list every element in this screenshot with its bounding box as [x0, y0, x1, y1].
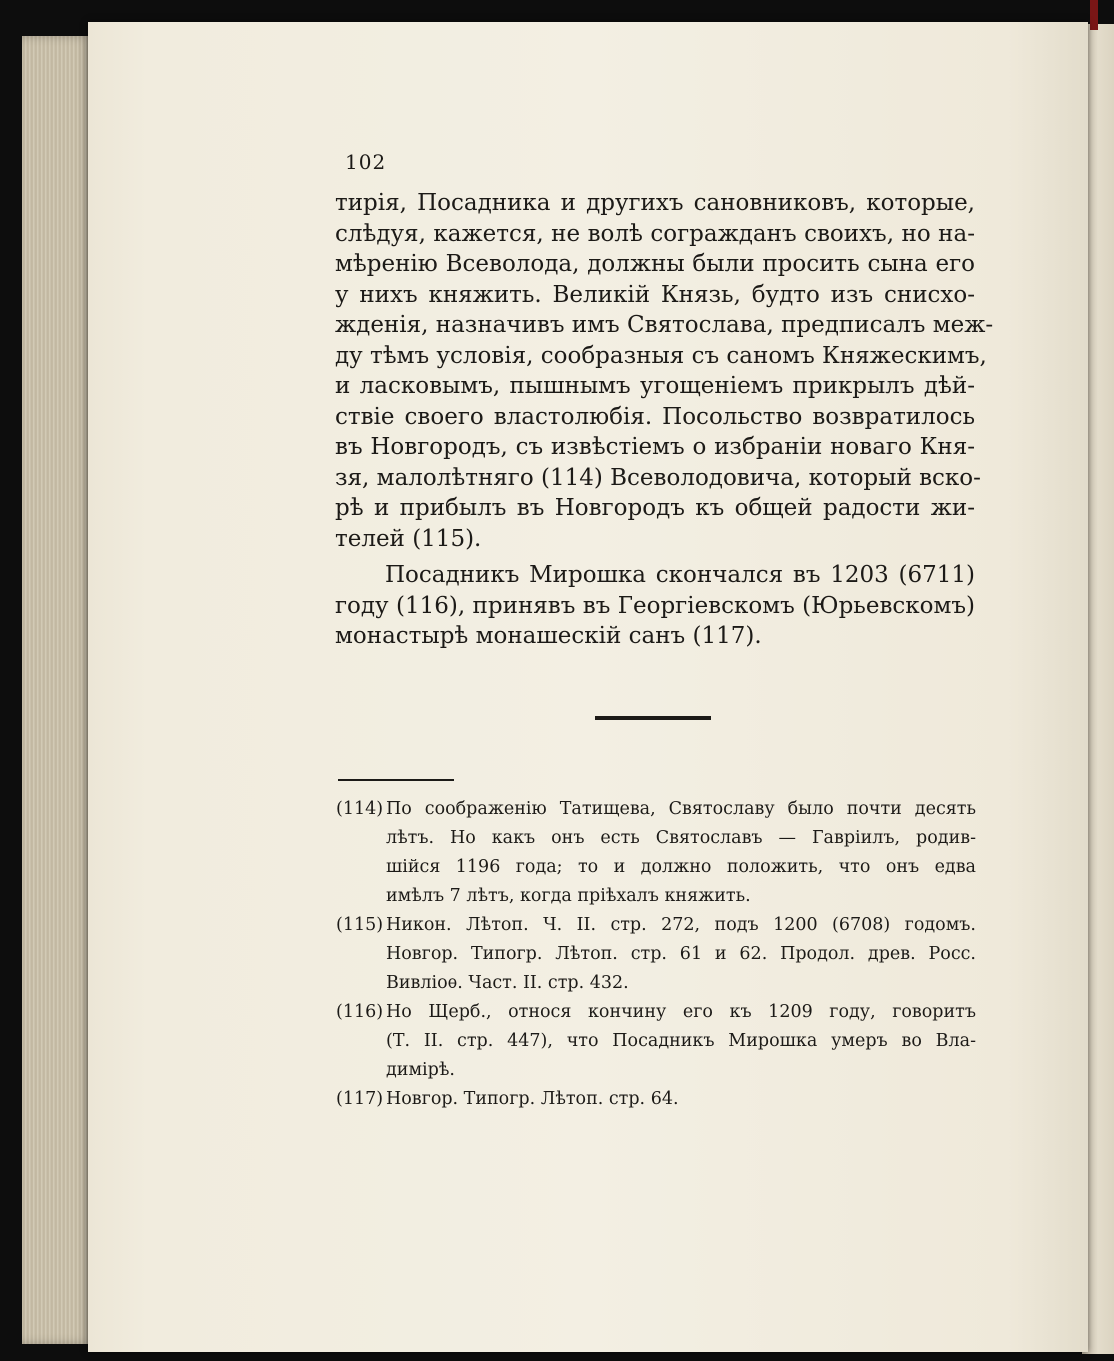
footnote	[336, 911, 976, 998]
footnote-number: (115)	[336, 915, 384, 935]
footnote-number: (116)	[336, 1002, 384, 1022]
paragraph-2	[335, 560, 975, 652]
text-line: зя, малолѣтняго (114) Всеволодовича, который вско-	[335, 464, 981, 491]
footnote-line: Но Щерб., относя кончину его къ 1209 году, говоритъ	[386, 1002, 976, 1022]
footnote-line: Никон. Лѣтоп. Ч. II. стр. 272, подъ 1200 (6708) годомъ.	[386, 915, 976, 935]
text-line: ду тѣмъ условія, сообразныя съ саномъ Княжескимъ,	[335, 342, 987, 369]
footnote-number: (114)	[336, 799, 384, 819]
text-line: ствіе своего властолюбія. Посольство возвратилось	[335, 403, 975, 430]
text-line: телей (115).	[335, 525, 482, 552]
footnote	[336, 795, 976, 911]
footnote-line: димірѣ.	[386, 1060, 455, 1080]
bookmark-ribbon	[1090, 0, 1098, 30]
text-line: мѣренію Всеволода, должны были просить сына его	[335, 251, 975, 277]
footnote	[336, 998, 976, 1085]
text-line: году (116), принявъ въ Георгіевскомъ (Юрьевскомъ)	[335, 592, 975, 619]
page-number: 102	[345, 150, 387, 174]
main-text	[335, 188, 994, 652]
text-line: слѣдуя, кажется, не волѣ согражданъ своихъ, но на-	[335, 220, 975, 247]
book-page-edges	[22, 36, 92, 1344]
footnote-line: имѣлъ 7 лѣтъ, когда пріѣхалъ княжить.	[386, 886, 751, 906]
footnotes	[336, 795, 976, 1114]
footnote-line: (Т. II. стр. 447), что Посадникъ Мирошка умеръ во Вла-	[386, 1031, 976, 1051]
text-line: у нихъ княжить. Великій Князь, будто изъ снисхо-	[335, 281, 975, 308]
text-line: рѣ и прибылъ въ Новгородъ къ общей радости жи-	[335, 495, 975, 521]
section-separator	[595, 716, 711, 720]
text-line: Посадникъ Мирошка скончался въ 1203 (6711)	[385, 562, 975, 588]
footnote-line: лѣтъ. Но какъ онъ есть Святославъ — Гавріилъ, родив-	[386, 828, 976, 848]
text-line: жденія, назначивъ имъ Святослава, предписалъ меж-	[335, 312, 994, 338]
text-line: тирія, Посадника и другихъ сановниковъ, которые,	[335, 190, 975, 216]
footnote-line: Вивліоѳ. Част. II. стр. 432.	[386, 973, 629, 993]
footnote-line: Новгор. Типогр. Лѣтоп. стр. 61 и 62. Продол. древ. Росс.	[386, 944, 976, 964]
footnote-line: Новгор. Типогр. Лѣтоп. стр. 64.	[386, 1089, 679, 1109]
footnote-line: шійся 1196 года; то и должно положить, что онъ едва	[386, 857, 976, 877]
footnote-number: (117)	[336, 1089, 384, 1109]
text-line: въ Новгородъ, съ извѣстіемъ о избраніи новаго Кня-	[335, 434, 975, 460]
footnote-rule	[338, 779, 454, 781]
footnote	[336, 1085, 976, 1114]
paragraph-1	[335, 188, 994, 554]
text-line: и ласковымъ, пышнымъ угощеніемъ прикрылъ дѣй-	[335, 373, 975, 399]
footnote-line: По соображенію Татищева, Святославу было почти десять	[386, 799, 976, 819]
text-line: монастырѣ монашескій санъ (117).	[335, 623, 762, 649]
